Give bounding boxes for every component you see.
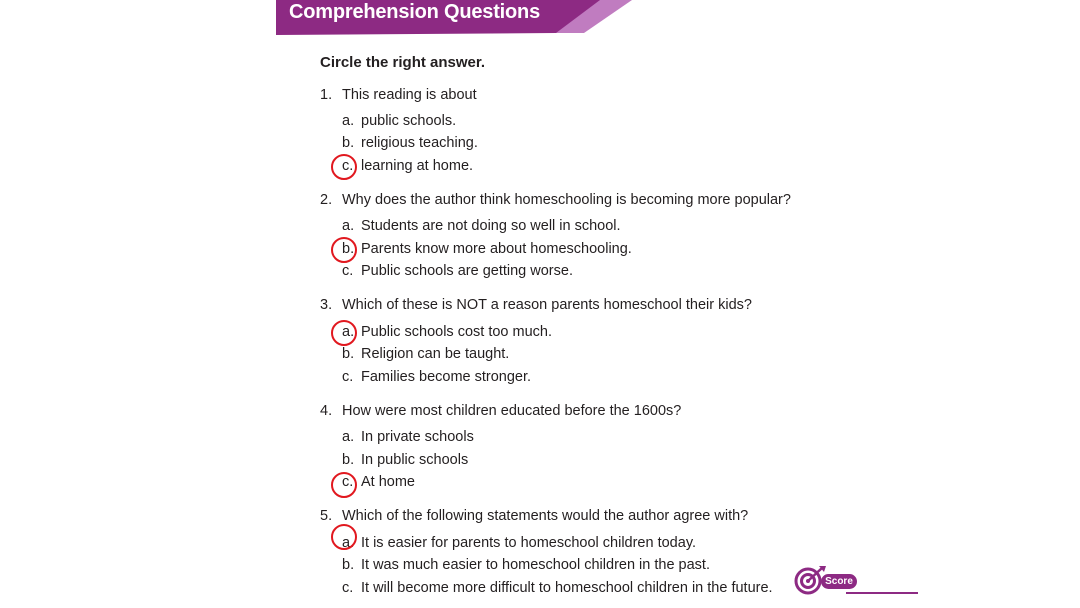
option-text: In private schools <box>361 429 474 445</box>
answer-option[interactable] <box>342 427 474 447</box>
option-letter: b. <box>342 346 355 362</box>
answer-circle-mark <box>331 320 357 346</box>
answer-option[interactable] <box>342 367 531 387</box>
option-text: Parents know more about homeschooling. <box>361 241 632 257</box>
option-letter: c. <box>342 263 354 279</box>
question-4 <box>320 401 681 421</box>
answer-option[interactable] <box>342 322 552 342</box>
option-text: public schools. <box>361 113 457 129</box>
option-text: Families become stronger. <box>361 369 532 385</box>
answer-option[interactable] <box>342 111 456 131</box>
question-number: 3. <box>320 297 333 313</box>
question-number: 4. <box>320 403 333 419</box>
question-3 <box>320 295 752 315</box>
option-text: It is easier for parents to homeschool children today. <box>361 535 697 551</box>
question-text: Which of these is NOT a reason parents homeschool their kids? <box>342 297 752 313</box>
answer-option[interactable] <box>342 578 773 598</box>
option-letter: c. <box>342 580 354 596</box>
question-text: This reading is about <box>342 87 477 103</box>
option-letter: a. <box>342 324 355 340</box>
answer-option[interactable] <box>342 239 632 259</box>
answer-option[interactable] <box>342 133 478 153</box>
option-text: At home <box>361 474 415 490</box>
answer-circle-mark <box>331 154 357 180</box>
option-text: Public schools are getting worse. <box>361 263 573 279</box>
option-text: It will become more difficult to homeschool children in the future. <box>361 580 773 596</box>
question-2 <box>320 190 791 210</box>
section-title: Comprehension Questions <box>289 1 540 23</box>
question-number: 1. <box>320 87 333 103</box>
question-1 <box>320 85 477 105</box>
option-letter: b. <box>342 135 355 151</box>
answer-option[interactable] <box>342 344 509 364</box>
answer-circle-mark <box>331 524 357 550</box>
option-text: religious teaching. <box>361 135 478 151</box>
question-text: How were most children educated before the 1600s? <box>342 403 682 419</box>
option-letter: a. <box>342 218 355 234</box>
answer-option[interactable] <box>342 261 573 281</box>
question-text: Why does the author think homeschooling is becoming more popular? <box>342 192 791 208</box>
question-number: 2. <box>320 192 333 208</box>
answer-option[interactable] <box>342 216 621 236</box>
option-text: Religion can be taught. <box>361 346 510 362</box>
answer-option[interactable] <box>342 533 696 553</box>
option-text: It was much easier to homeschool children in the past. <box>361 557 710 573</box>
title-banner <box>0 0 1080 40</box>
option-text: Public schools cost too much. <box>361 324 553 340</box>
option-letter: b. <box>342 241 355 257</box>
option-letter: a. <box>342 113 355 129</box>
option-letter: a. <box>342 535 355 551</box>
option-text: Students are not doing so well in school. <box>361 218 621 234</box>
option-letter: a. <box>342 429 355 445</box>
instruction-text: Circle the right answer. <box>320 54 486 71</box>
answer-circle-mark <box>331 237 357 263</box>
question-number: 5. <box>320 508 333 524</box>
score-widget <box>794 566 920 596</box>
answer-option[interactable] <box>342 156 473 176</box>
answer-circle-mark <box>331 472 357 498</box>
score-label: Score <box>821 574 857 589</box>
target-icon <box>794 566 920 596</box>
option-text: learning at home. <box>361 158 474 174</box>
option-letter: c. <box>342 158 354 174</box>
option-text: In public schools <box>361 452 469 468</box>
option-letter: b. <box>342 557 355 573</box>
answer-option[interactable] <box>342 555 710 575</box>
answer-option[interactable] <box>342 450 468 470</box>
option-letter: c. <box>342 369 354 385</box>
question-text: Which of the following statements would the author agree with? <box>342 508 749 524</box>
question-5 <box>320 506 748 526</box>
option-letter: b. <box>342 452 355 468</box>
option-letter: c. <box>342 474 354 490</box>
